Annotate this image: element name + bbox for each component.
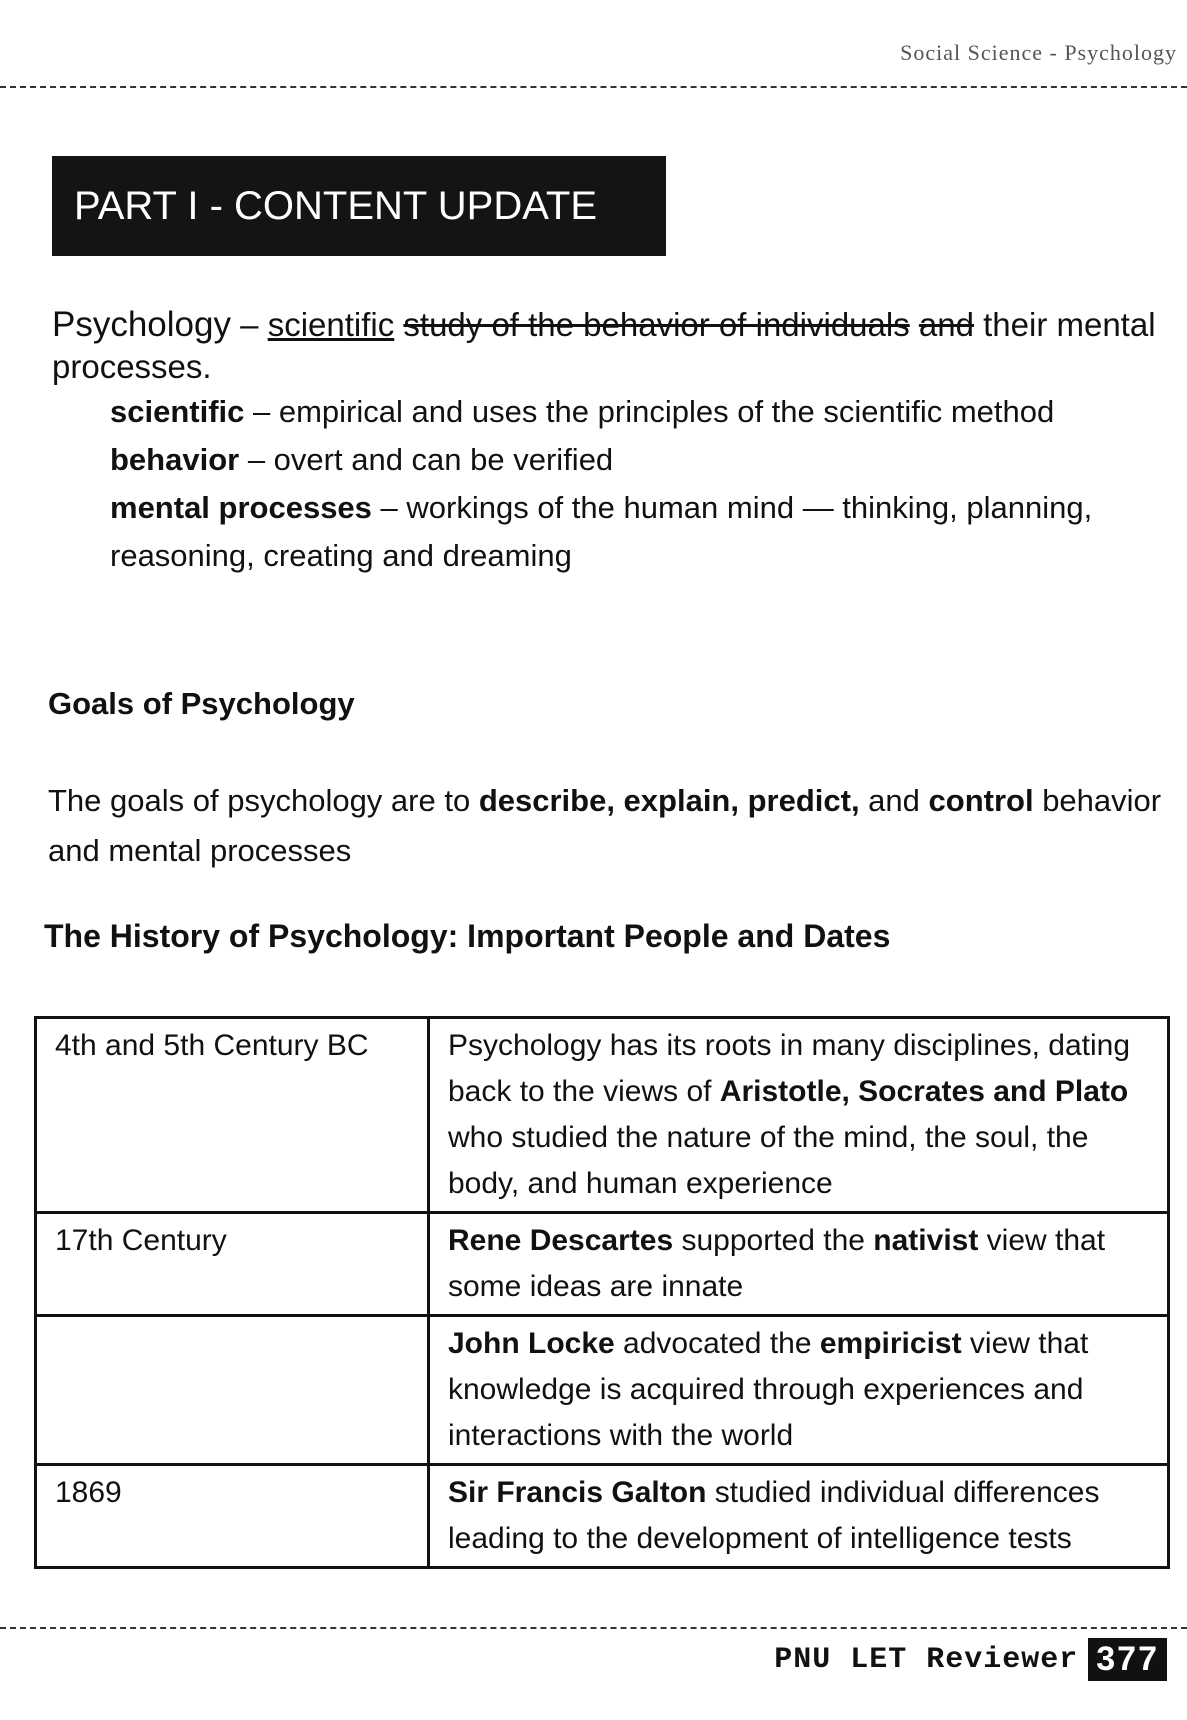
table-row (36, 1213, 1169, 1316)
desc-bold: Aristotle, Socrates and Plato (719, 1075, 1129, 1108)
description-cell (429, 1316, 1169, 1465)
goals-keyword-control: control (928, 783, 1034, 818)
running-head: Social Science - Psychology (900, 40, 1177, 65)
date-cell: 1869 (36, 1465, 429, 1568)
header-rule (0, 86, 1187, 88)
date-cell (36, 1316, 429, 1465)
footer-label: PNU LET Reviewer (774, 1642, 1079, 1677)
sub-term: behavior (110, 442, 240, 477)
desc-text: view that knowledge is acquired through experiences and interactions with the world (448, 1327, 1089, 1452)
goals-keywords: describe, explain, predict, (478, 783, 860, 818)
desc-bold: nativist (873, 1224, 979, 1257)
desc-text: studied individual differences leading to the development of intelligence tests (448, 1476, 1100, 1555)
definition-rest: their mental processes. (52, 306, 1156, 385)
sub-desc: – empirical and uses the principles of the scientific method (244, 394, 1055, 429)
definition-u1: scientific (267, 306, 395, 343)
definition-sp2 (910, 306, 919, 343)
definition-term: Psychology (52, 305, 231, 344)
goals-paragraph (48, 776, 1178, 876)
history-heading: The History of Psychology: Important People and Dates (44, 918, 891, 954)
page-number: 377 (1088, 1638, 1167, 1681)
description-cell (429, 1465, 1169, 1568)
history-table (34, 1016, 1170, 1569)
desc-bold: Rene Descartes (448, 1224, 674, 1257)
description-cell (429, 1213, 1169, 1316)
goals-text: The goals of psychology are to (48, 783, 479, 818)
desc-text: Psychology has its roots in many disciplines, dating back to the views of (448, 1029, 1131, 1108)
definition-s1: study of the behavior of individuals (403, 306, 910, 343)
sub-def-scientific (52, 388, 1182, 436)
desc-bold: John Locke (448, 1327, 615, 1360)
definition-s2: and (918, 306, 974, 343)
desc-text: advocated the (614, 1327, 820, 1360)
sub-def-mental-processes (52, 484, 1182, 580)
table-row (36, 1465, 1169, 1568)
definition-line (52, 304, 1182, 388)
sub-desc: – workings of the human mind — thinking, planning, reasoning, creating and dreaming (110, 490, 1093, 573)
table-row (36, 1316, 1169, 1465)
definition-block (52, 304, 1182, 580)
goals-text: behavior and mental processes (48, 783, 1162, 868)
part-banner: PART I - CONTENT UPDATE (52, 156, 666, 256)
footer-rule (0, 1627, 1187, 1629)
desc-text: view that some ideas are innate (448, 1224, 1106, 1303)
definition-dash: – (230, 306, 268, 343)
date-cell: 17th Century (36, 1213, 429, 1316)
sub-def-behavior (52, 436, 1182, 484)
desc-text: who studied the nature of the mind, the soul, the body, and human experience (448, 1121, 1089, 1200)
description-cell (429, 1018, 1169, 1213)
goals-text: and (859, 783, 929, 818)
desc-text: supported the (673, 1224, 874, 1257)
desc-bold: Sir Francis Galton (448, 1476, 707, 1509)
sub-term: mental processes (110, 490, 372, 525)
footer (774, 1638, 1167, 1681)
date-cell: 4th and 5th Century BC (36, 1018, 429, 1213)
sub-desc: – overt and can be verified (239, 442, 614, 477)
goals-heading: Goals of Psychology (48, 686, 355, 721)
sub-term: scientific (110, 394, 245, 429)
desc-bold: empiricist (819, 1327, 962, 1360)
table-row (36, 1018, 1169, 1213)
